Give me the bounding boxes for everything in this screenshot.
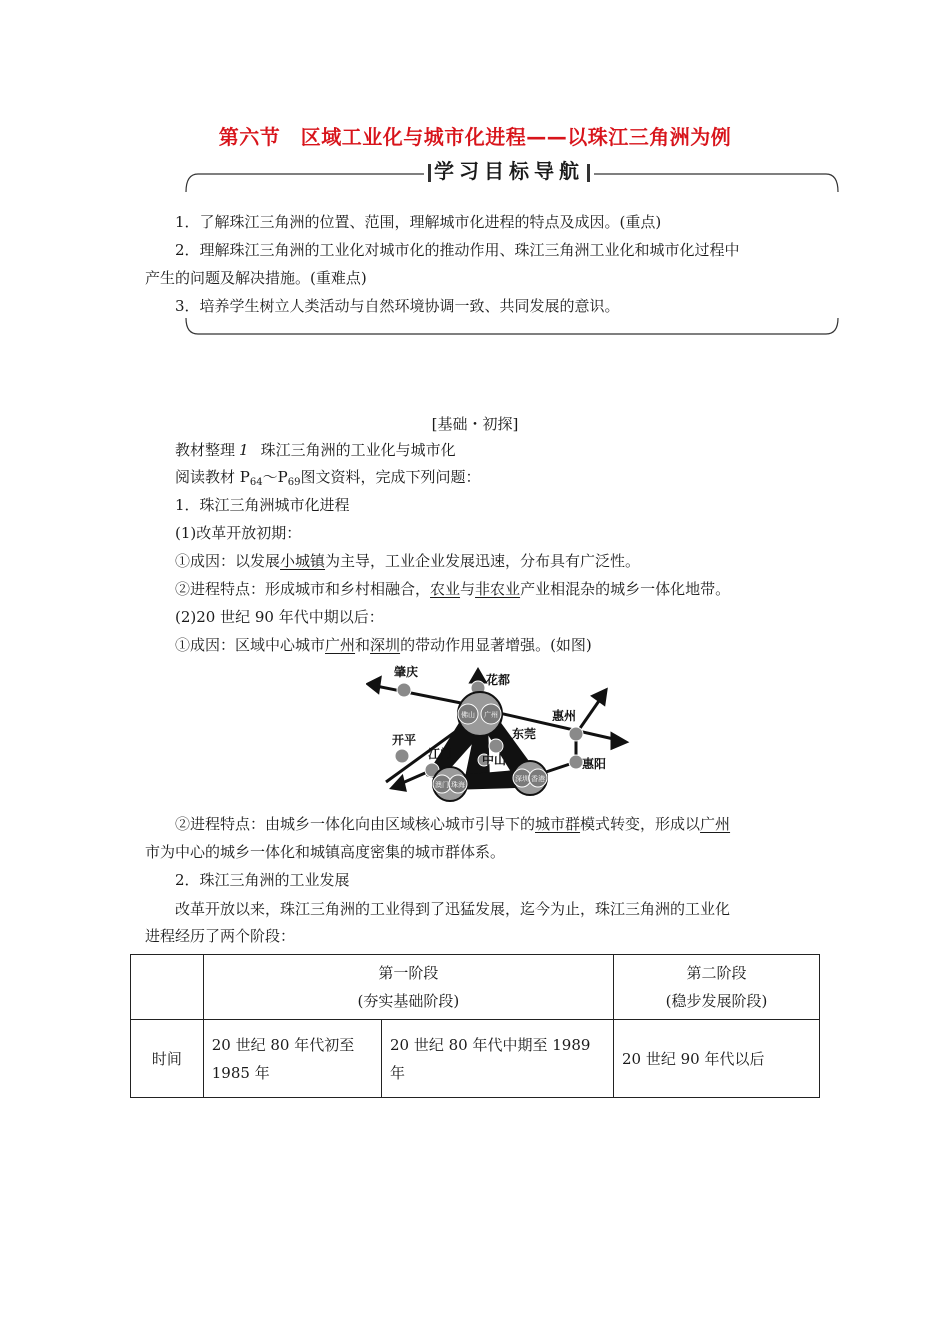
label-foshan: 佛山 (461, 711, 475, 719)
cause1-answer: 小城镇 (280, 552, 326, 570)
feat1-pre: ②进程特点：形成城市和乡村相融合， (175, 580, 431, 598)
label-guangzhou: 广州 (484, 711, 498, 719)
part1-sub1: (1)改革开放初期： (175, 524, 302, 542)
part2-para-2: 进程经历了两个阶段： (145, 927, 296, 945)
feat2-answer-1: 城市群 (535, 815, 581, 833)
feat1-mid: 与 (460, 580, 476, 598)
table-cell-3: 20 世纪 90 年代以后 (613, 1020, 819, 1098)
label-aomen: 澳门 (435, 781, 449, 789)
stage1-label: 第一阶段 (378, 964, 439, 982)
feat2-mid: 模式转变，形成以 (580, 815, 701, 833)
part2-para-1: 改革开放以来，珠江三角洲的工业得到了迅猛发展，迄今为止，珠江三角洲的工业化 (175, 900, 731, 918)
label-dongguan: 东莞 (512, 727, 537, 741)
table-corner (131, 955, 204, 1020)
label-huiyang: 惠阳 (582, 757, 607, 771)
read-page-end: 69 (287, 477, 301, 488)
cause2-mid: 和 (355, 636, 371, 654)
feat1-answer-1: 农业 (430, 580, 461, 598)
label-zhuhai: 珠海 (451, 781, 465, 789)
material-num: 1 (239, 441, 249, 459)
table-cell-2: 20 世纪 80 年代中期至 1989 年 (382, 1020, 614, 1098)
read-page-start: 64 (249, 477, 263, 488)
goal-2-cont: 产生的问题及解决措施。(重难点) (145, 269, 367, 287)
label-jiangmen: 江门 (428, 747, 453, 761)
feature1 (175, 575, 730, 603)
cause1-post: 为主导，工业企业发展迅速，分布具有广泛性。 (325, 552, 641, 570)
feat2-pre: ②进程特点：由城乡一体化向由区域核心城市引导下的 (175, 815, 536, 833)
cause2-post: 的带动作用显著增强。(如图) (400, 636, 592, 654)
stage2-label: 第二阶段 (686, 964, 747, 982)
cause2-answer-1: 广州 (325, 636, 356, 654)
part2-heading: 2．珠江三角洲的工业发展 (175, 871, 350, 889)
feat2-answer-2: 广州 (700, 815, 731, 833)
part1-heading: 1．珠江三角洲城市化进程 (175, 496, 350, 514)
cause1-pre: ①成因：以发展 (175, 552, 281, 570)
cause2-pre: ①成因：区域中心城市 (175, 636, 326, 654)
heading-bar-left (428, 164, 431, 182)
label-huadu: 花都 (486, 673, 511, 687)
label-shenzhen: 深圳 (515, 775, 529, 783)
read-c: 图文资料，完成下列问题： (300, 468, 481, 486)
table-cell-1: 20 世纪 80 年代初至 1985 年 (203, 1020, 381, 1098)
part1-sub2: (2)20 世纪 90 年代中期以后： (175, 608, 384, 626)
goal-1: 1．了解珠江三角洲的位置、范围，理解城市化进程的特点及成因。(重点) (175, 213, 662, 231)
stage2-sub: (稳步发展阶段) (665, 992, 768, 1010)
label-zhaoqing: 肇庆 (394, 665, 419, 679)
read-a: 阅读教材 P (175, 468, 250, 486)
table-head-stage2 (613, 955, 819, 1020)
table-head-stage1 (203, 955, 613, 1020)
label-huizhou: 惠州 (552, 709, 577, 723)
page-title: 第六节 区域工业化与城市化进程——以珠江三角洲为例 (218, 125, 732, 149)
heading-bar-right (587, 164, 590, 182)
cause2 (175, 631, 592, 659)
material-title: 珠江三角洲的工业化与城市化 (260, 441, 456, 459)
cause2-answer-2: 深圳 (370, 636, 401, 654)
stage1-sub: (夯实基础阶段) (357, 992, 460, 1010)
label-zhongshan: 中山 (482, 753, 507, 767)
goals-heading (424, 156, 594, 186)
material-prefix: 教材整理 (175, 441, 236, 459)
goal-3: 3．培养学生树立人类活动与自然环境协调一致、共同发展的意识。 (175, 297, 620, 315)
city-network-diagram (366, 664, 630, 804)
goals-heading-text: 学习目标导航 (434, 159, 584, 183)
goal-2: 2．理解珠江三角洲的工业化对城市化的推动作用、珠江三角洲工业化和城市化过程中 (175, 241, 740, 259)
label-xianggang: 香港 (531, 775, 545, 783)
table-row-label: 时间 (131, 1020, 204, 1098)
material-heading (175, 436, 456, 464)
stages-table (130, 954, 820, 1098)
cause1 (175, 547, 640, 575)
feat1-answer-2: 非农业 (475, 580, 521, 598)
feature2-cont: 市为中心的城乡一体化和城镇高度密集的城市群体系。 (145, 843, 506, 861)
feat1-post: 产业相混杂的城乡一体化地带。 (520, 580, 731, 598)
label-kaiping: 开平 (392, 733, 417, 747)
read-b: ～P (262, 468, 288, 486)
section-tag: [基础・初探] (431, 415, 519, 433)
feature2 (175, 810, 730, 838)
